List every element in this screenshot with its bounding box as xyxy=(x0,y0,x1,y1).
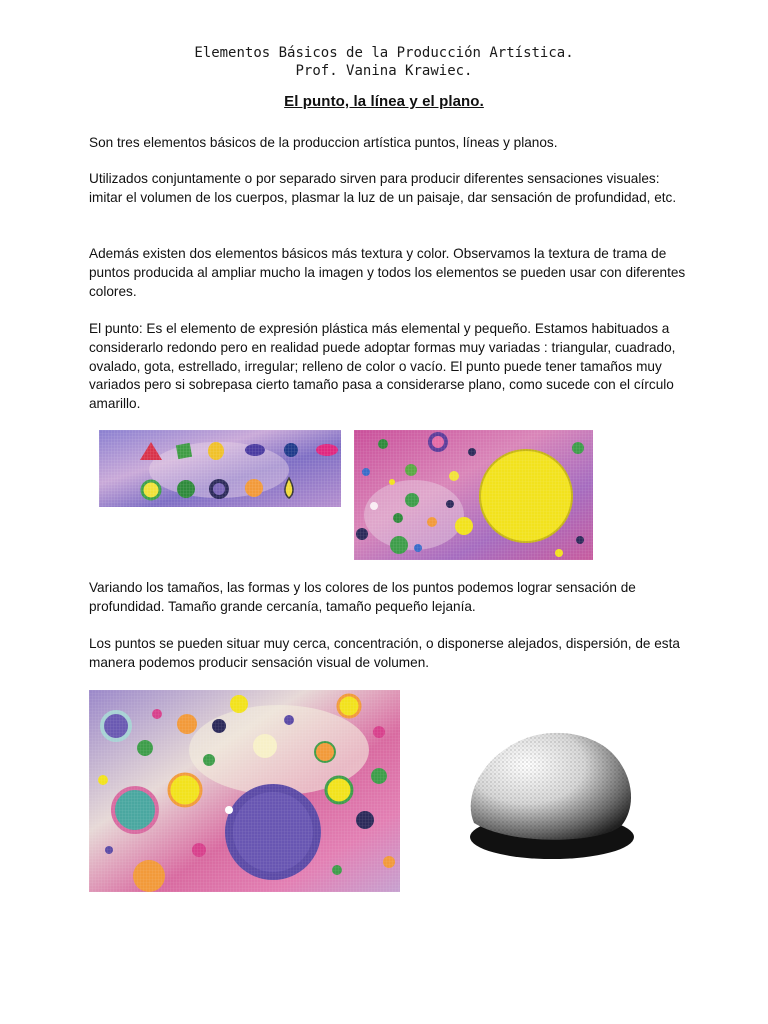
painted-point-shapes-image xyxy=(99,430,341,507)
document-header xyxy=(0,44,768,80)
paragraph-depth: Variando los tamaños, las formas y los colores de los puntos podemos lograr sensación de profundidad. Tamaño grande cercanía, tamaño pequeño lejanía. xyxy=(89,580,636,614)
painted-depth-dots-image xyxy=(89,690,400,892)
stippled-stone-drawing xyxy=(454,725,639,870)
paragraph-intro: Son tres elementos básicos de la produccion artística puntos, líneas y planos. xyxy=(89,135,558,150)
paragraph-el-punto: El punto: Es el elemento de expresión plástica más elemental y pequeño. Estamos habituados a considerarlo redondo pero en realidad puede adoptar formas muy variadas : triangular, cuadrado, ovalado, gota, estrellado, irregular; relleno de color o vacío. El punto puede tener tamaños muy variados pero si sobrepasa cierto tamaño pasa a considerarse plano, como sucede con el círculo amarillo. xyxy=(89,321,676,412)
paragraph-texture-color: Además existen dos elementos básicos más textura y color. Observamos la textura de trama de puntos producida al ampliar mucho la imagen y todos los elementos se pueden usar con diferentes colores. xyxy=(89,246,686,299)
paragraph-volume: Los puntos se pueden situar muy cerca, concentración, o disponerse alejados, dispersión, de esta manera podemos producir sensación visual de volumen. xyxy=(89,636,680,670)
teacher-name: Prof. Vanina Krawiec. xyxy=(295,63,473,79)
page-title: El punto, la línea y el plano. xyxy=(284,93,484,110)
painted-yellow-circle-image xyxy=(354,430,593,560)
course-title: Elementos Básicos de la Producción Artística. xyxy=(194,45,574,61)
paragraph-uses: Utilizados conjuntamente o por separado sirven para producir diferentes sensaciones visuales: imitar el volumen de los cuerpos, plasmar la luz de un paisaje, dar sensación de profundidad, etc. xyxy=(89,171,677,205)
